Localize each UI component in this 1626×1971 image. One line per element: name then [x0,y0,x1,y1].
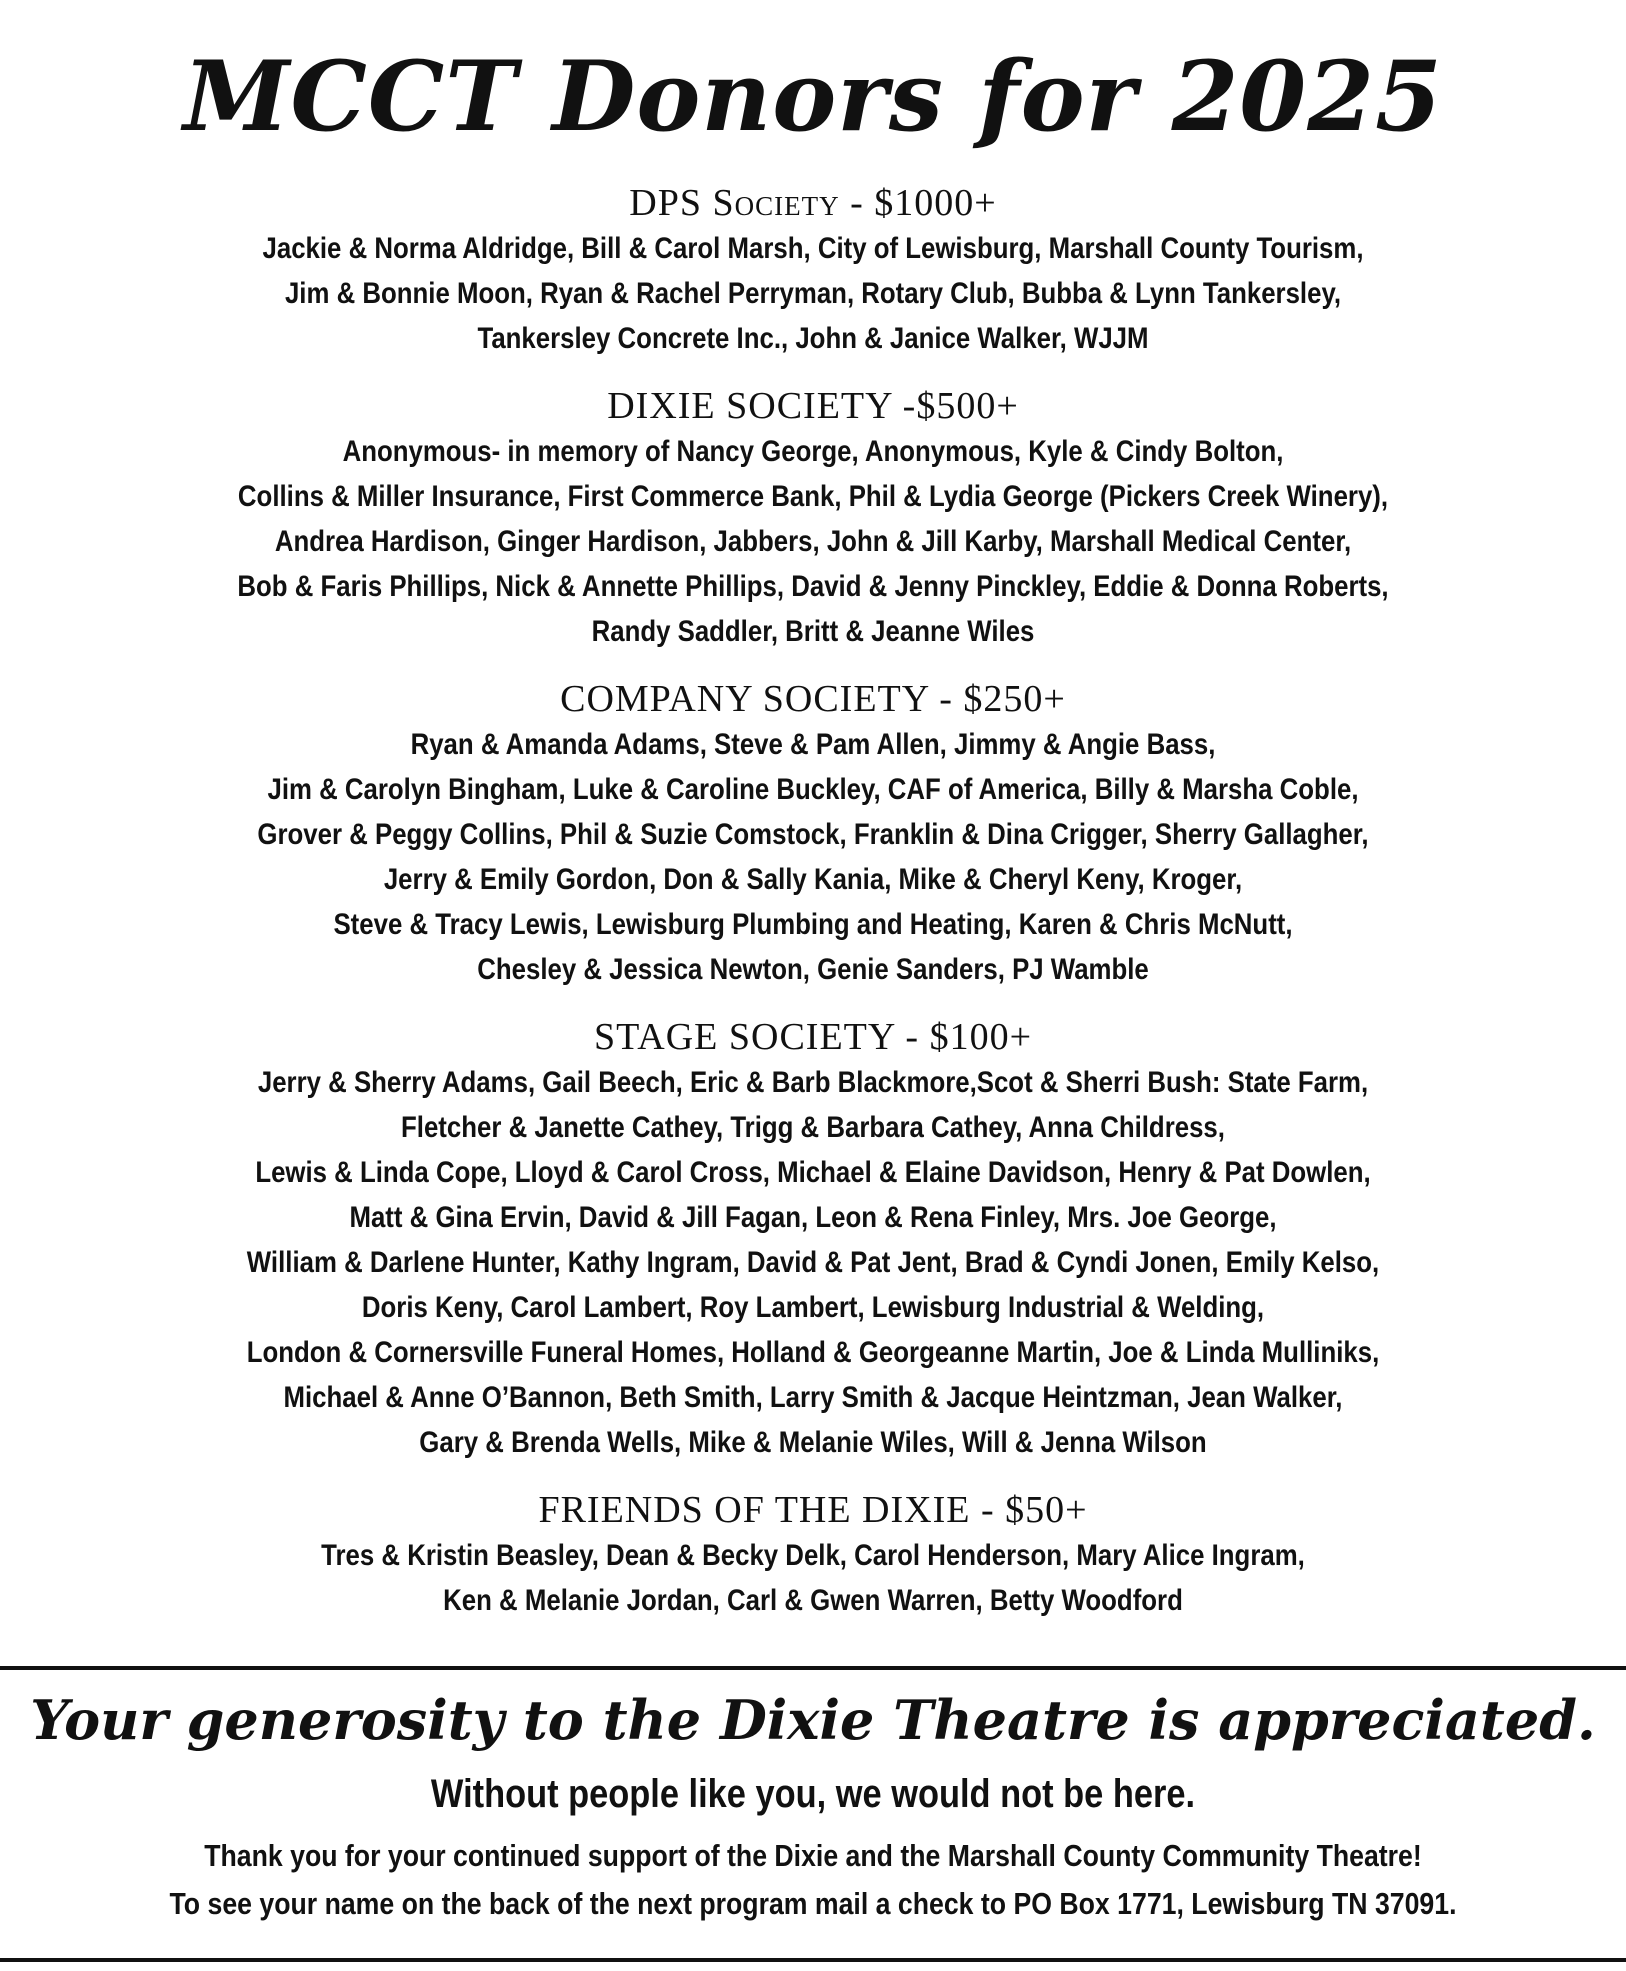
donor-line: Matt & Gina Ervin, David & Jill Fagan, Leon & Rena Finley, Mrs. Joe George, [349,1201,1277,1234]
donor-list [113,1060,1513,1465]
section-heading: DPS Society - $1000+ [629,182,997,224]
donor-list [113,1533,1513,1623]
donor-line: Doris Keny, Carol Lambert, Roy Lambert, Lewisburg Industrial & Welding, [361,1291,1265,1324]
donor-line: Andrea Hardison, Ginger Hardison, Jabbers, John & Jill Karby, Marshall Medical Center, [274,525,1352,558]
donor-line: Fletcher & Janette Cathey, Trigg & Barbara Cathey, Anna Childress, [401,1111,1225,1144]
footer-divider-bottom [0,1958,1626,1962]
donor-list [113,722,1513,992]
donor-line: Grover & Peggy Collins, Phil & Suzie Comstock, Franklin & Dina Crigger, Sherry Gallagher, [257,818,1369,851]
section-heading: FRIENDS OF THE DIXIE - $50+ [538,1489,1088,1531]
section-company-society [0,676,1626,992]
thank-you-footer [0,1680,1626,1928]
donor-line: Randy Saddler, Britt & Jeanne Wiles [591,615,1035,648]
section-heading: DIXIE SOCIETY -$500+ [607,385,1019,427]
donor-line: Jerry & Emily Gordon, Don & Sally Kania, Mike & Cheryl Keny, Kroger, [383,863,1243,896]
page-title: MCCT Donors for 2025 [183,40,1443,153]
section-friends-of-the-dixie [0,1487,1626,1623]
donor-list [113,429,1513,654]
footer-thanks: Thank you for your continued support of the Dixie and the Marshall County Community Theatre! [204,1838,1422,1873]
donor-line: Michael & Anne O’Bannon, Beth Smith, Larry Smith & Jacque Heintzman, Jean Walker, [283,1381,1343,1414]
section-dps-society [0,180,1626,361]
donor-line: Jerry & Sherry Adams, Gail Beech, Eric & Barb Blackmore,Scot & Sherri Bush: State Farm, [257,1066,1369,1099]
donor-line: Ryan & Amanda Adams, Steve & Pam Allen, Jimmy & Angie Bass, [410,728,1216,761]
donor-line: Tankersley Concrete Inc., John & Janice Walker, WJJM [477,322,1149,355]
section-dixie-society [0,383,1626,654]
donor-line: Steve & Tracy Lewis, Lewisburg Plumbing and Heating, Karen & Chris McNutt, [333,908,1293,941]
donor-line: William & Darlene Hunter, Kathy Ingram, David & Pat Jent, Brad & Cyndi Jonen, Emily Kelso, [246,1246,1380,1279]
donor-line: Chesley & Jessica Newton, Genie Sanders, PJ Wamble [477,953,1149,986]
donor-line: Jackie & Norma Aldridge, Bill & Carol Marsh, City of Lewisburg, Marshall County Tourism, [262,232,1364,265]
footer-mail-note: To see your name on the back of the next program mail a check to PO Box 1771, Lewisburg TN 37091. [169,1886,1457,1921]
donor-line: Gary & Brenda Wells, Mike & Melanie Wiles, Will & Jenna Wilson [419,1426,1207,1459]
donor-line: Jim & Bonnie Moon, Ryan & Rachel Perryman, Rotary Club, Bubba & Lynn Tankersley, [284,277,1342,310]
appreciation-script-line: Your generosity to the Dixie Theatre is appreciated. [30,1688,1596,1752]
donor-line: Jim & Carolyn Bingham, Luke & Caroline Buckley, CAF of America, Billy & Marsha Coble, [267,773,1359,806]
donor-line: Anonymous- in memory of Nancy George, Anonymous, Kyle & Cindy Bolton, [342,435,1284,468]
donor-line: London & Cornersville Funeral Homes, Holland & Georgeanne Martin, Joe & Linda Mulliniks, [246,1336,1380,1369]
footer-tagline: Without people like you, we would not be here. [430,1772,1196,1816]
donor-sections [0,180,1626,1645]
donor-line: Tres & Kristin Beasley, Dean & Becky Delk, Carol Henderson, Mary Alice Ingram, [321,1539,1305,1572]
donor-line: Collins & Miller Insurance, First Commerce Bank, Phil & Lydia George (Pickers Creek Winery), [237,480,1389,513]
footer-divider-top [0,1666,1626,1670]
donor-list [113,226,1513,361]
donor-line: Ken & Melanie Jordan, Carl & Gwen Warren, Betty Woodford [443,1584,1183,1617]
donor-line: Bob & Faris Phillips, Nick & Annette Phillips, David & Jenny Pinckley, Eddie & Donna Roberts, [237,570,1389,603]
donor-line: Lewis & Linda Cope, Lloyd & Carol Cross, Michael & Elaine Davidson, Henry & Pat Dowlen, [255,1156,1371,1189]
section-stage-society [0,1014,1626,1465]
section-heading: STAGE SOCIETY - $100+ [593,1016,1033,1058]
section-heading: COMPANY SOCIETY - $250+ [560,678,1066,720]
